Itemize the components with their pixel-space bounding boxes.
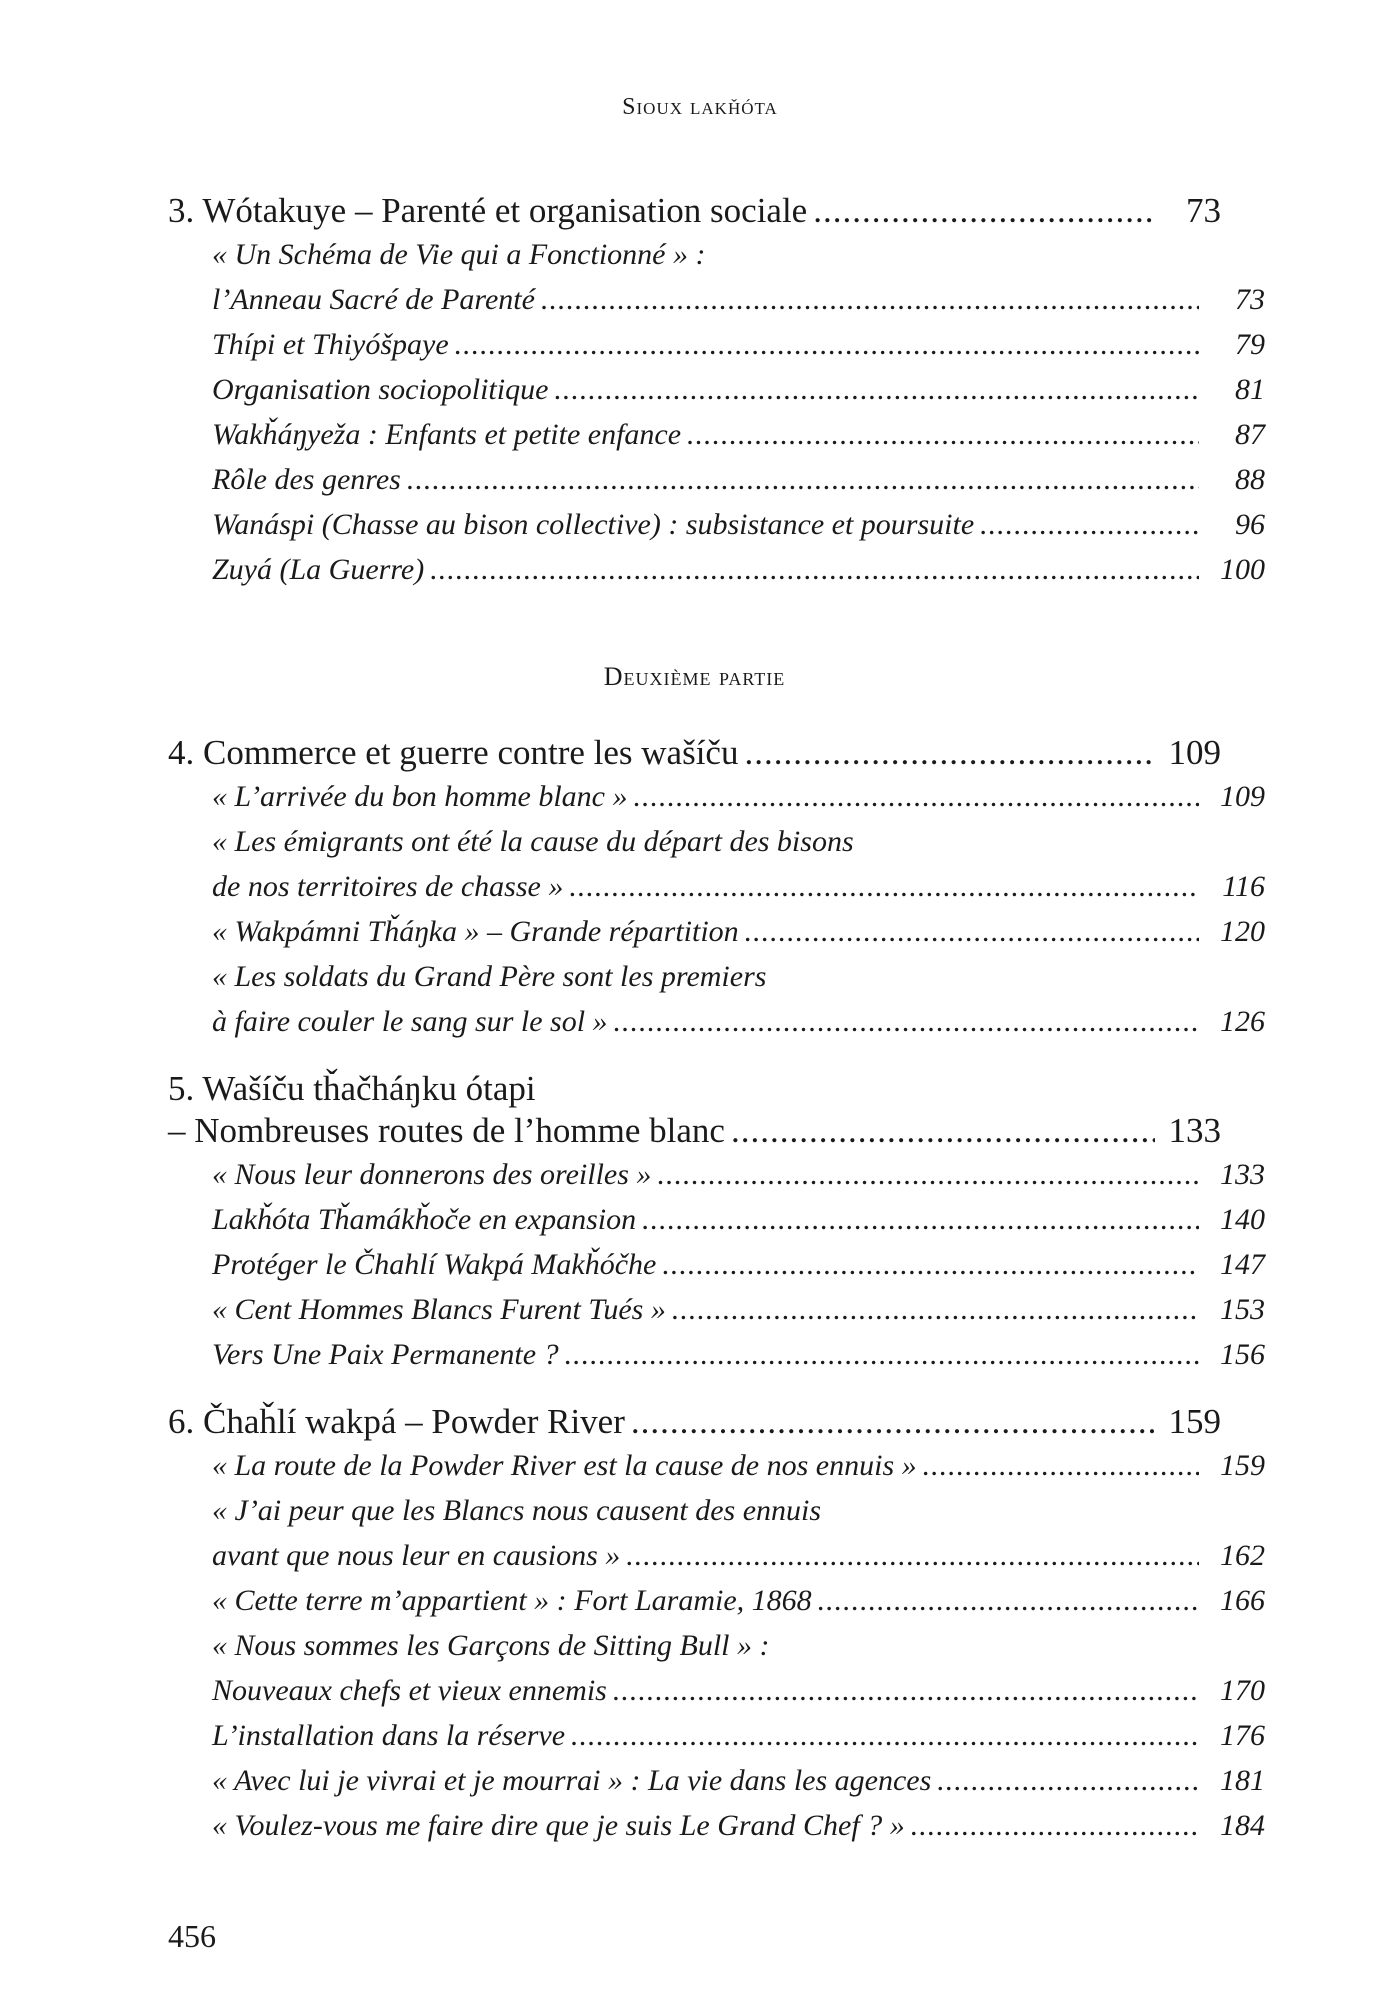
page-ref: 159 <box>1220 1449 1265 1482</box>
page-ref: 162 <box>1220 1539 1265 1572</box>
chapter-title: 4. Commerce et guerre contre les wašíču <box>168 733 739 772</box>
subentry-title: « Nous sommes les Garçons de Sitting Bull » : <box>212 1629 770 1662</box>
subentry-title: Rôle des genres <box>212 463 401 496</box>
subentry-title: avant que nous leur en causions » <box>212 1539 621 1572</box>
toc-subentry[interactable] <box>168 1152 1265 1197</box>
chapter-4-entry[interactable] <box>168 732 1221 774</box>
page-ref: 170 <box>1220 1674 1265 1707</box>
toc-subentry[interactable] <box>168 1533 1265 1578</box>
subentry-title: Organisation sociopolitique <box>212 373 549 406</box>
dot-leader <box>554 367 1199 412</box>
page-number: 456 <box>168 1918 216 1954</box>
dot-leader <box>541 277 1199 322</box>
chapter-5-entry[interactable] <box>168 1110 1221 1152</box>
toc-subentry[interactable] <box>168 1668 1265 1713</box>
chapter-title: 3. Wótakuye – Parenté et organisation sociale <box>168 191 808 230</box>
dot-leader <box>614 999 1199 1044</box>
page-ref: 147 <box>1220 1248 1265 1281</box>
toc-subentry[interactable] <box>168 1287 1265 1332</box>
dot-leader <box>745 909 1199 954</box>
dot-leader <box>980 502 1199 547</box>
subentry-title: Vers Une Paix Permanente ? <box>212 1338 559 1371</box>
page-ref: 126 <box>1220 1005 1265 1038</box>
toc-subentry-line[interactable] <box>168 1623 1265 1668</box>
toc-subentry[interactable] <box>168 547 1265 592</box>
subentry-title: « Les émigrants ont été la cause du départ des bisons <box>212 825 854 858</box>
toc-subentry[interactable] <box>168 1758 1265 1803</box>
running-head: Sioux lakȟóta <box>622 94 778 120</box>
dot-leader <box>657 1152 1199 1197</box>
dot-leader <box>911 1803 1199 1848</box>
page-ref: 73 <box>1235 283 1265 316</box>
page-ref: 181 <box>1220 1764 1265 1797</box>
toc-subentry-line[interactable] <box>168 1488 1265 1533</box>
page-ref: 156 <box>1220 1338 1265 1371</box>
page-ref: 176 <box>1220 1719 1265 1752</box>
subentry-title: « La route de la Powder River est la cause de nos ennuis » <box>212 1449 917 1482</box>
chapter-title: 6. Čhaȟlí wakpá – Powder River <box>168 1402 625 1441</box>
chapter-6-entry[interactable] <box>168 1401 1221 1443</box>
dot-leader <box>672 1287 1199 1332</box>
chapter-title: 5. Wašíču tȟačháŋku ótapi <box>168 1069 536 1108</box>
dot-leader <box>731 1110 1155 1152</box>
toc-subentry[interactable] <box>168 322 1265 367</box>
toc-subentry[interactable] <box>168 1197 1265 1242</box>
page-ref: 96 <box>1235 508 1265 541</box>
toc-subentry-line[interactable] <box>168 954 1265 999</box>
page-ref: 133 <box>1220 1158 1265 1191</box>
dot-leader <box>455 322 1199 367</box>
subentry-title: L’installation dans la réserve <box>212 1719 566 1752</box>
dot-leader <box>813 190 1155 232</box>
dot-leader <box>626 1533 1199 1578</box>
page-ref: 73 <box>1186 191 1221 230</box>
page-ref: 133 <box>1168 1111 1221 1150</box>
toc-subentry[interactable] <box>168 502 1265 547</box>
dot-leader <box>569 864 1199 909</box>
page-ref: 120 <box>1220 915 1265 948</box>
toc-subentry[interactable] <box>168 1713 1265 1758</box>
toc-subentry[interactable] <box>168 1443 1265 1488</box>
dot-leader <box>687 412 1199 457</box>
subentry-title: l’Anneau Sacré de Parenté <box>212 283 535 316</box>
subentry-title: « Wakpámni Tȟáŋka » – Grande répartition <box>212 915 739 948</box>
subentry-title: « Un Schéma de Vie qui a Fonctionné » : <box>212 238 706 271</box>
subentry-title: « Nous leur donnerons des oreilles » <box>212 1158 652 1191</box>
page-ref: 159 <box>1168 1402 1221 1441</box>
subentry-title: Zuyá (La Guerre) <box>212 553 425 586</box>
spacer <box>168 1044 1221 1068</box>
toc-subentry[interactable] <box>168 1332 1265 1377</box>
dot-leader <box>744 732 1155 774</box>
toc-subentry[interactable] <box>168 1578 1265 1623</box>
dot-leader <box>565 1332 1199 1377</box>
subentry-title: Lakȟóta Tȟamákȟoče en expansion <box>212 1203 637 1236</box>
dot-leader <box>923 1443 1199 1488</box>
subentry-title: Thípi et Thiyóšpaye <box>212 328 449 361</box>
dot-leader <box>662 1242 1199 1287</box>
subentry-title: Protéger le Čhahlí Wakpá Makȟóčhe <box>212 1248 657 1281</box>
spacer <box>168 1377 1221 1401</box>
subentry-title: « L’arrivée du bon homme blanc » <box>212 780 628 813</box>
toc-subentry[interactable] <box>168 864 1265 909</box>
page-ref: 79 <box>1235 328 1265 361</box>
subentry-title: Wakȟáŋyeža : Enfants et petite enfance <box>212 418 682 451</box>
subentry-title: « Cent Hommes Blancs Furent Tués » <box>212 1293 666 1326</box>
toc-subentry[interactable] <box>168 774 1265 819</box>
subentry-title: « Les soldats du Grand Père sont les premiers <box>212 960 767 993</box>
chapter-5-entry-line[interactable] <box>168 1068 1221 1110</box>
subentry-title: de nos territoires de chasse » <box>212 870 564 903</box>
toc-subentry[interactable] <box>168 999 1265 1044</box>
page-ref: 81 <box>1235 373 1265 406</box>
subentry-title: Nouveaux chefs et vieux ennemis <box>212 1674 607 1707</box>
page-ref: 166 <box>1220 1584 1265 1617</box>
subentry-title: « Avec lui je vivrai et je mourrai » : La vie dans les agences <box>212 1764 932 1797</box>
toc-subentry[interactable] <box>168 1803 1265 1848</box>
toc-subentry-line[interactable] <box>168 819 1265 864</box>
page-ref: 140 <box>1220 1203 1265 1236</box>
page-ref: 100 <box>1220 553 1265 586</box>
page-ref: 109 <box>1168 733 1221 772</box>
page-ref: 88 <box>1235 463 1265 496</box>
page-ref: 109 <box>1220 780 1265 813</box>
toc-subentry[interactable] <box>168 412 1265 457</box>
page-ref: 116 <box>1222 870 1265 903</box>
dot-leader <box>571 1713 1199 1758</box>
dot-leader <box>613 1668 1199 1713</box>
toc-subentry[interactable] <box>168 277 1265 322</box>
dot-leader <box>634 774 1200 819</box>
page-ref: 153 <box>1220 1293 1265 1326</box>
dot-leader <box>407 457 1199 502</box>
chapter-3-entry[interactable] <box>168 190 1221 232</box>
dot-leader <box>818 1578 1199 1623</box>
toc-subentry[interactable] <box>168 909 1265 954</box>
page-ref: 184 <box>1220 1809 1265 1842</box>
dot-leader <box>430 547 1199 592</box>
dot-leader <box>631 1401 1155 1443</box>
table-of-contents <box>168 190 1265 1848</box>
dot-leader <box>642 1197 1199 1242</box>
toc-subentry[interactable] <box>168 367 1265 412</box>
toc-subentry[interactable] <box>168 457 1265 502</box>
subentry-title: « Cette terre m’appartient » : Fort Laramie, 1868 <box>212 1584 812 1617</box>
page-ref: 87 <box>1235 418 1265 451</box>
subentry-title: à faire couler le sang sur le sol » <box>212 1005 608 1038</box>
dot-leader <box>937 1758 1199 1803</box>
chapter-title: – Nombreuses routes de l’homme blanc <box>168 1111 725 1150</box>
subentry-title: « Voulez-vous me faire dire que je suis Le Grand Chef ? » <box>212 1809 905 1842</box>
part-heading: Deuxième partie <box>603 662 786 691</box>
subentry-title: « J’ai peur que les Blancs nous causent des ennuis <box>212 1494 822 1527</box>
subentry-title: Wanáspi (Chasse au bison collective) : subsistance et poursuite <box>212 508 975 541</box>
toc-subentry-line[interactable] <box>168 232 1265 277</box>
toc-subentry[interactable] <box>168 1242 1265 1287</box>
